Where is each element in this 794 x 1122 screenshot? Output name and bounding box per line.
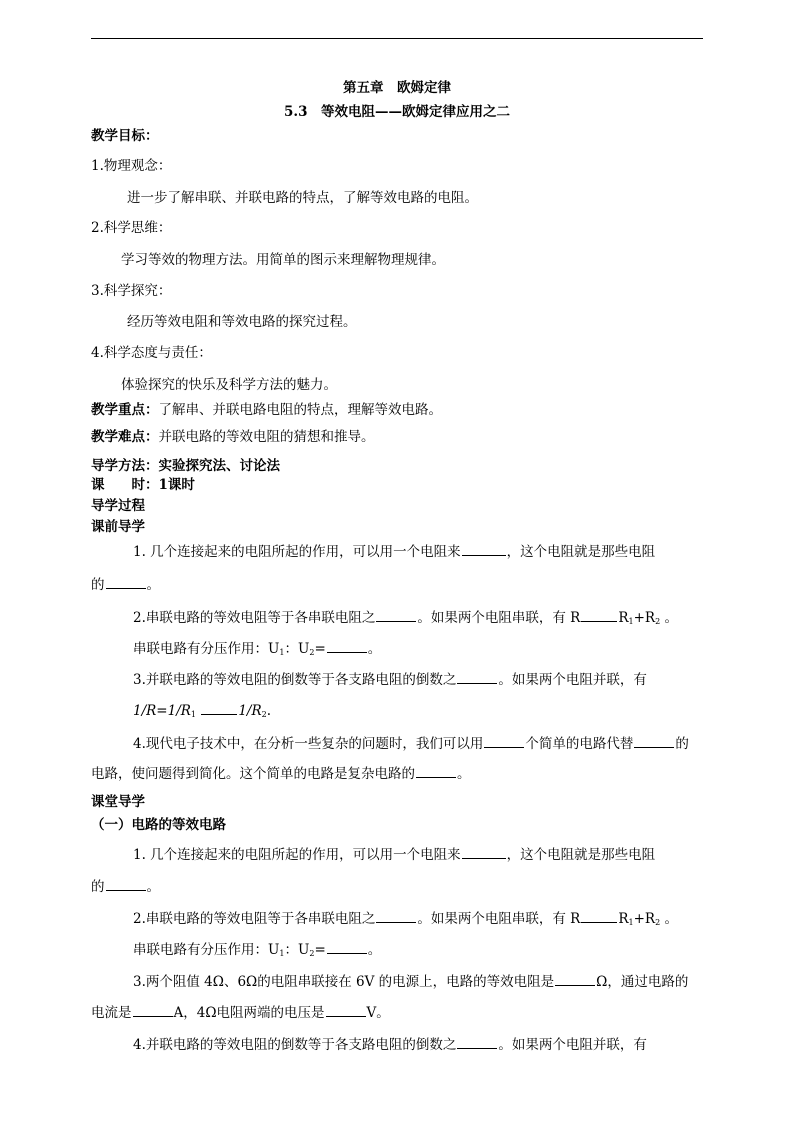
chapter-title: 第五章 欧姆定律 [343, 80, 451, 96]
inclass-q2-voltage: 串联电路有分压作用：$U_1$：$U_2=$ 。 [133, 942, 382, 958]
objective-2-heading: 2.科学思维： [91, 220, 172, 236]
answer-blank[interactable] [462, 543, 506, 556]
objective-3-text: 经历等效电阻和等效电路的探究过程。 [127, 314, 357, 330]
preclass-q1-line2: 的 。 [91, 577, 160, 593]
answer-blank[interactable] [376, 609, 416, 622]
inclass-q2: 2.串联电路的等效电阻等于各串联电阻之 。如果两个电阻串联，有 R $R_1+R_2$ 。 [133, 911, 678, 927]
preclass-q4-line2: 电路，使问题得到简化。这个简单的电路是复杂电路的 。 [91, 766, 471, 782]
answer-blank[interactable] [581, 910, 617, 923]
answer-blank[interactable] [106, 576, 146, 589]
inclass-q1-line2: 的 。 [91, 879, 160, 895]
answer-blank[interactable] [201, 702, 237, 715]
key-point-label: 教学重点： [91, 402, 159, 418]
answer-blank[interactable] [457, 1036, 497, 1049]
preclass-title: 课前导学 [91, 519, 145, 535]
preclass-q3: 3.并联电路的等效电阻的倒数等于各支路电阻的倒数之 。如果两个电阻并联，有 [133, 672, 647, 688]
answer-blank[interactable] [416, 765, 456, 778]
difficulty [91, 428, 375, 446]
objective-1-text: 进一步了解串联、并联电路的特点，了解等效电路的电阻。 [127, 190, 478, 206]
answer-blank[interactable] [327, 941, 367, 954]
difficulty-label: 教学难点： [91, 429, 159, 445]
answer-blank[interactable] [327, 640, 367, 653]
objectives-title: 教学目标： [91, 128, 159, 144]
answer-blank[interactable] [634, 735, 674, 748]
objective-4-text: 体验探究的快乐及科学方法的魅力。 [121, 377, 337, 393]
header-rule [91, 38, 703, 39]
objective-3-heading: 3.科学探究： [91, 283, 172, 299]
objective-2-text: 学习等效的物理方法。用简单的图示来理解物理规律。 [121, 252, 445, 268]
inclass-q1-line1: 1. 几个连接起来的电阻所起的作用，可以用一个电阻来 ，这个电阻就是那些电阻 [133, 847, 656, 863]
section-title: 5.3 等效电阻——欧姆定律应用之二 [284, 104, 510, 120]
inclass-q3-line1: 3.两个阻值 4Ω、6Ω的电阻串联接在 6V 的电源上，电路的等效电阻是 Ω，通过电路的 [133, 974, 689, 990]
class-hours: 课 时：1课时 [91, 477, 195, 493]
answer-blank[interactable] [457, 671, 497, 684]
objective-4-heading: 4.科学态度与责任： [91, 345, 212, 361]
answer-blank[interactable] [581, 609, 617, 622]
answer-blank[interactable] [376, 910, 416, 923]
answer-blank[interactable] [484, 735, 524, 748]
difficulty-text: 并联电路的等效电阻的猜想和推导。 [158, 429, 375, 445]
preclass-q2: 2.串联电路的等效电阻等于各串联电阻之 。如果两个电阻串联，有 R $R_1+R_2$ 。 [133, 610, 678, 626]
answer-blank[interactable] [326, 1004, 366, 1017]
answer-blank[interactable] [555, 973, 595, 986]
preclass-q1-line1: 1. 几个连接起来的电阻所起的作用，可以用一个电阻来 ，这个电阻就是那些电阻 [133, 544, 656, 560]
key-point [91, 401, 442, 419]
answer-blank[interactable] [133, 1004, 173, 1017]
inclass-subtitle: （一）电路的等效电路 [91, 817, 226, 833]
answer-blank[interactable] [462, 846, 506, 859]
inclass-title: 课堂导学 [91, 794, 145, 810]
inclass-q3-line2: 电流是 A，4Ω电阻两端的电压是 V。 [91, 1005, 390, 1021]
preclass-q2-voltage: 串联电路有分压作用：$U_1$：$U_2=$ 。 [133, 641, 382, 657]
process-title: 导学过程 [91, 498, 145, 514]
key-point-text: 了解串、并联电路电阻的特点，理解等效电路。 [158, 402, 442, 418]
preclass-q3-formula: $1/R=1/R_1$ $1/R_2$. [133, 703, 272, 719]
inclass-q4: 4.并联电路的等效电阻的倒数等于各支路电阻的倒数之 。如果两个电阻并联，有 [133, 1037, 647, 1053]
answer-blank[interactable] [106, 878, 146, 891]
preclass-q4-line1: 4.现代电子技术中，在分析一些复杂的问题时，我们可以用 个简单的电路代替 的 [133, 736, 689, 752]
teaching-method: 导学方法：实验探究法、讨论法 [91, 458, 280, 474]
objective-1-heading: 1.物理观念： [91, 158, 172, 174]
